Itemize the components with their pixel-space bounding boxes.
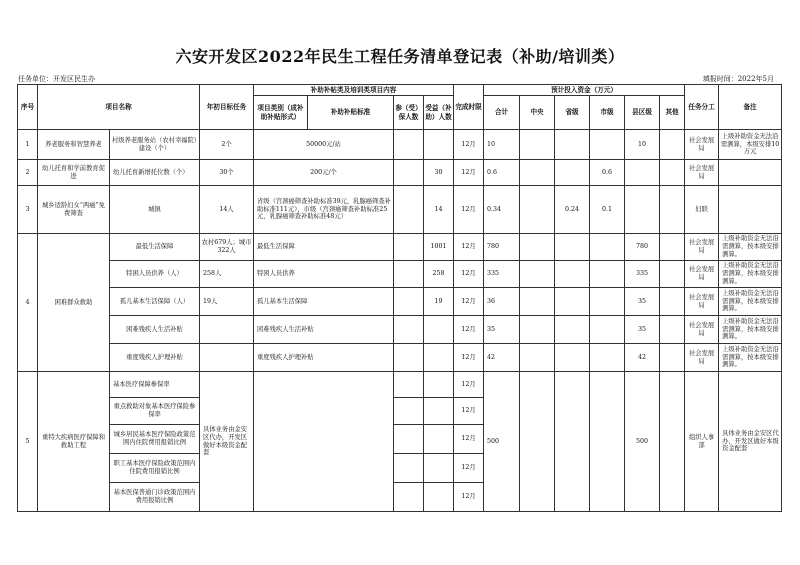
cell-item: 特困人员供养（人） [110,261,200,288]
cell-county [625,160,660,186]
cell-beneficiaries [424,398,454,425]
cell-central [520,130,555,160]
cell-item: 基本医疗保障参保率 [110,372,200,398]
cell-county: 10 [625,130,660,160]
cell-city [590,288,625,316]
cell-beneficiaries: 30 [424,160,454,186]
cell-dept: 社会发展局 [685,160,719,186]
header-beneficiaries: 受益（补助）人数 [424,96,454,130]
cell-participants [394,454,424,483]
cell-total: 500 [484,372,520,512]
cell-province [555,344,590,372]
cell-deadline: 12月 [454,288,484,316]
cell-item: 职工基本医疗保险政策范围内住院费用报销比例 [110,454,200,483]
cell-item: 孤儿基本生活保障（人） [110,288,200,316]
cell-central [520,344,555,372]
cell-remarks [719,186,782,234]
cell-remarks: 具体业务由金安区代办，开发区做好本级资金配套 [719,372,782,512]
cell-beneficiaries [424,425,454,454]
cell-county: 35 [625,288,660,316]
task-list-table [17,84,782,512]
cell-standard [254,372,394,512]
cell-item: 城镇 [110,186,200,234]
table-row [18,261,782,288]
cell-other [660,261,685,288]
cell-target: 14人 [200,186,254,234]
header-county: 县区级 [625,96,660,130]
table-row [18,316,782,344]
cell-participants [394,186,424,234]
cell-beneficiaries: 1001 [424,234,454,261]
cell-participants [394,234,424,261]
table-row [18,344,782,372]
cell-dept: 社会发展局 [685,234,719,261]
cell-participants [394,425,424,454]
cell-seq: 4 [18,234,38,372]
cell-deadline: 12月 [454,130,484,160]
cell-name: 困难群众救助 [38,234,110,372]
cell-county: 42 [625,344,660,372]
cell-total: 0.6 [484,160,520,186]
cell-total: 780 [484,234,520,261]
cell-dept: 组织人事部 [685,372,719,512]
header-row-1 [18,85,782,96]
page-title: 六安开发区2022年民生工程任务清单登记表（补助/培训类） [175,47,625,66]
cell-remarks: 上级补助资金无法沿需测算，按本级安排测算。 [719,344,782,372]
cell-total: 42 [484,344,520,372]
cell-name: 重特大疾病医疗保障和救助工程 [38,372,110,512]
cell-central [520,186,555,234]
cell-participants [394,261,424,288]
cell-dept: 社会发展局 [685,316,719,344]
cell-beneficiaries: 258 [424,261,454,288]
cell-standard: 50000元/站 [254,130,394,160]
cell-deadline: 12月 [454,454,484,483]
cell-category: 孤儿基本生活保障 [254,288,394,316]
cell-deadline: 12月 [454,483,484,512]
cell-central [520,261,555,288]
cell-participants [394,130,424,160]
cell-item: 城乡居民基本医疗保险政策范围内住院费用报销比例 [110,425,200,454]
table-row [18,186,782,234]
cell-total: 36 [484,288,520,316]
cell-dept: 妇联 [685,186,719,234]
cell-beneficiaries [424,372,454,398]
cell-remarks: 上级补助资金无法沿需测算，按本级安排测算。 [719,288,782,316]
cell-total: 35 [484,316,520,344]
cell-target [200,344,254,372]
cell-central [520,234,555,261]
cell-beneficiaries [424,483,454,512]
cell-central [520,316,555,344]
cell-province [555,160,590,186]
cell-item: 困难残疾人生活补贴 [110,316,200,344]
header-target: 年初目标任务 [200,85,254,130]
cell-seq: 3 [18,186,38,234]
header-remarks: 备注 [719,85,782,130]
cell-deadline: 12月 [454,261,484,288]
cell-deadline: 12月 [454,372,484,398]
cell-category: 最低生活保障 [254,234,394,261]
cell-beneficiaries [424,344,454,372]
cell-target [200,316,254,344]
cell-participants [394,344,424,372]
cell-category: 特困人员供养 [254,261,394,288]
header-central: 中央 [520,96,555,130]
header-seq: 序号 [18,85,38,130]
header-participants: 参（受）保人数 [394,96,424,130]
cell-beneficiaries [424,454,454,483]
cell-category: 省级（宫颈癌筛查补助标准39元，乳腺癌筛查补助标准111元），市级（宫颈癌筛查补助标准25元，乳腺癌筛查补助标准48元） [254,186,394,234]
cell-seq: 2 [18,160,38,186]
cell-city [590,316,625,344]
cell-participants [394,160,424,186]
header-dept: 任务分工 [685,85,719,130]
cell-target: 农村679人；城市322人 [200,234,254,261]
cell-category: 具体业务由金安区代办，开发区做好本级资金配套 [200,372,254,512]
cell-name: 城乡适龄妇女“两癌”免费筛查 [38,186,110,234]
cell-deadline: 12月 [454,425,484,454]
task-unit: 任务单位：开发区民生办 [18,75,95,83]
header-subsidy-group: 补助补帖类及培训类项目内容 [254,85,454,96]
cell-county: 335 [625,261,660,288]
cell-province [555,234,590,261]
cell-participants [394,398,424,425]
cell-item: 幼儿托育新增托位数（个） [110,160,200,186]
cell-item: 重点救助对象基本医疗保险参保率 [110,398,200,425]
cell-beneficiaries: 14 [424,186,454,234]
cell-city: 0.1 [590,186,625,234]
cell-county: 35 [625,316,660,344]
cell-province [555,372,590,512]
cell-remarks: 上级补助资金无法沿需测算，按本级安排测算。 [719,261,782,288]
cell-deadline: 12月 [454,316,484,344]
cell-item: 最低生活保障 [110,234,200,261]
cell-remarks [719,160,782,186]
cell-city [590,234,625,261]
cell-deadline: 12月 [454,186,484,234]
cell-category: 重度残疾人护理补贴 [254,344,394,372]
cell-name: 养老服务和智慧养老 [38,130,110,160]
cell-beneficiaries: 19 [424,288,454,316]
cell-county: 500 [625,372,660,512]
cell-deadline: 12月 [454,160,484,186]
header-funds-group: 预计投入资金（万元） [484,85,685,96]
cell-other [660,234,685,261]
cell-seq: 5 [18,372,38,512]
header-deadline: 完成时限 [454,85,484,130]
cell-central [520,288,555,316]
header-category: 项目类别（成补助补贴形式） [254,96,308,130]
cell-dept: 社会发展局 [685,344,719,372]
cell-name: 幼儿托育和学前教育促进 [38,160,110,186]
cell-city: 0.6 [590,160,625,186]
cell-target: 258人 [200,261,254,288]
cell-remarks: 上级补助资金无法沿需测算，本级安排10万元 [719,130,782,160]
cell-participants [394,483,424,512]
table-row [18,130,782,160]
header-other: 其他 [660,96,685,130]
cell-central [520,372,555,512]
cell-total: 335 [484,261,520,288]
cell-city [590,261,625,288]
cell-dept: 社会发展局 [685,288,719,316]
cell-county: 780 [625,234,660,261]
table-row [18,160,782,186]
cell-item: 基本医保普通门诊政策范围内费用报销比例 [110,483,200,512]
header-total: 合计 [484,96,520,130]
fill-date: 填报时间：2022年5月 [702,75,774,83]
cell-remarks: 上级补助资金无法沿需测算，按本级安排测算。 [719,234,782,261]
cell-standard: 200元/个 [254,160,394,186]
cell-county [625,186,660,234]
table-row [18,288,782,316]
cell-target: 19人 [200,288,254,316]
cell-other [660,160,685,186]
header-standard: 补助补贴标准 [308,96,394,130]
cell-item: 重度残疾人护理补贴 [110,344,200,372]
cell-deadline: 12月 [454,398,484,425]
table-row [18,372,782,398]
cell-dept: 社会发展局 [685,261,719,288]
cell-city [590,344,625,372]
cell-remarks: 上级补助资金无法沿需测算，按本级安排测算。 [719,316,782,344]
cell-province [555,261,590,288]
cell-deadline: 12月 [454,344,484,372]
cell-participants [394,316,424,344]
cell-target: 2个 [200,130,254,160]
cell-participants [394,372,424,398]
cell-city [590,130,625,160]
cell-province [555,316,590,344]
cell-beneficiaries [424,316,454,344]
header-province: 省级 [555,96,590,130]
cell-city [590,372,625,512]
cell-deadline: 12月 [454,234,484,261]
cell-other [660,288,685,316]
cell-category: 困难残疾人生活补贴 [254,316,394,344]
header-city: 市级 [590,96,625,130]
table-row [18,234,782,261]
cell-seq: 1 [18,130,38,160]
cell-other [660,186,685,234]
cell-province: 0.24 [555,186,590,234]
cell-other [660,316,685,344]
cell-dept: 社会发展局 [685,130,719,160]
cell-participants [394,288,424,316]
cell-other [660,344,685,372]
cell-other [660,372,685,512]
header-project: 项目名称 [38,85,200,130]
cell-total: 10 [484,130,520,160]
cell-other [660,130,685,160]
cell-province [555,130,590,160]
cell-target: 30个 [200,160,254,186]
cell-beneficiaries [424,130,454,160]
cell-item: 村级养老服务站（农村幸福院）建设（个） [110,130,200,160]
cell-central [520,160,555,186]
cell-province [555,288,590,316]
cell-total: 0.34 [484,186,520,234]
